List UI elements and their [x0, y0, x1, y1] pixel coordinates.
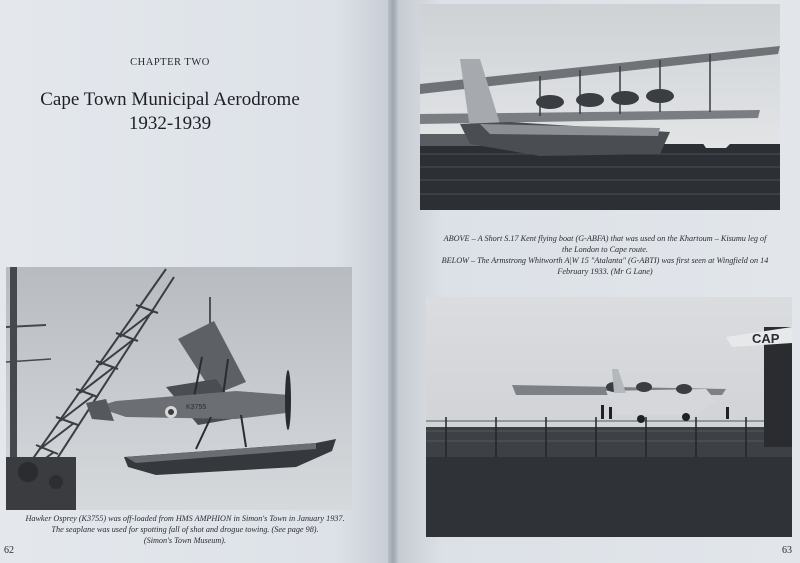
atalanta-airliner-photo — [426, 297, 792, 537]
osprey-caption-line1: Hawker Osprey (K3755) was off-loaded from HMS AMPHION in Simon's Town in January 1937. — [25, 514, 345, 523]
chapter-title — [20, 88, 320, 136]
hangar-sign: CAP — [752, 331, 780, 346]
osprey-caption — [0, 513, 370, 546]
page-number-left: 62 — [4, 545, 14, 556]
page-number-right: 63 — [782, 545, 792, 556]
chapter-label: CHAPTER TWO — [130, 57, 210, 68]
chapter-title-line2: 1932-1939 — [128, 113, 212, 134]
osprey-caption-line2: The seaplane was used for spotting fall of shot and drogue towing. (See page 98). — [51, 525, 319, 534]
osprey-seaplane-photo — [6, 267, 352, 510]
osprey-seaplane-illustration — [6, 267, 352, 510]
caption-above-line1: ABOVE – A Short S.17 Kent flying boat (G-ABFA) that was used on the Khartoum – Kisumu leg of — [443, 234, 767, 243]
short-kent-flying-boat-photo — [420, 4, 780, 210]
caption-below-line1: BELOW – The Armstrong Whitworth A|W 15 "Atalanta" (G-ABTI) was first seen at Wingfield on 14 — [441, 256, 769, 265]
aircraft-marking: K3755 — [186, 404, 207, 411]
osprey-caption-line3: (Simon's Town Museum). — [143, 536, 227, 545]
caption-below-line2: February 1933. (Mr G Lane) — [557, 267, 653, 276]
chapter-title-line1: Cape Town Municipal Aerodrome — [40, 89, 300, 110]
kent-atalanta-caption — [410, 233, 800, 277]
caption-above-line2: the London to Cape route. — [562, 245, 648, 254]
atalanta-illustration — [426, 297, 792, 537]
book-gutter — [388, 0, 398, 563]
short-kent-illustration — [420, 4, 780, 210]
